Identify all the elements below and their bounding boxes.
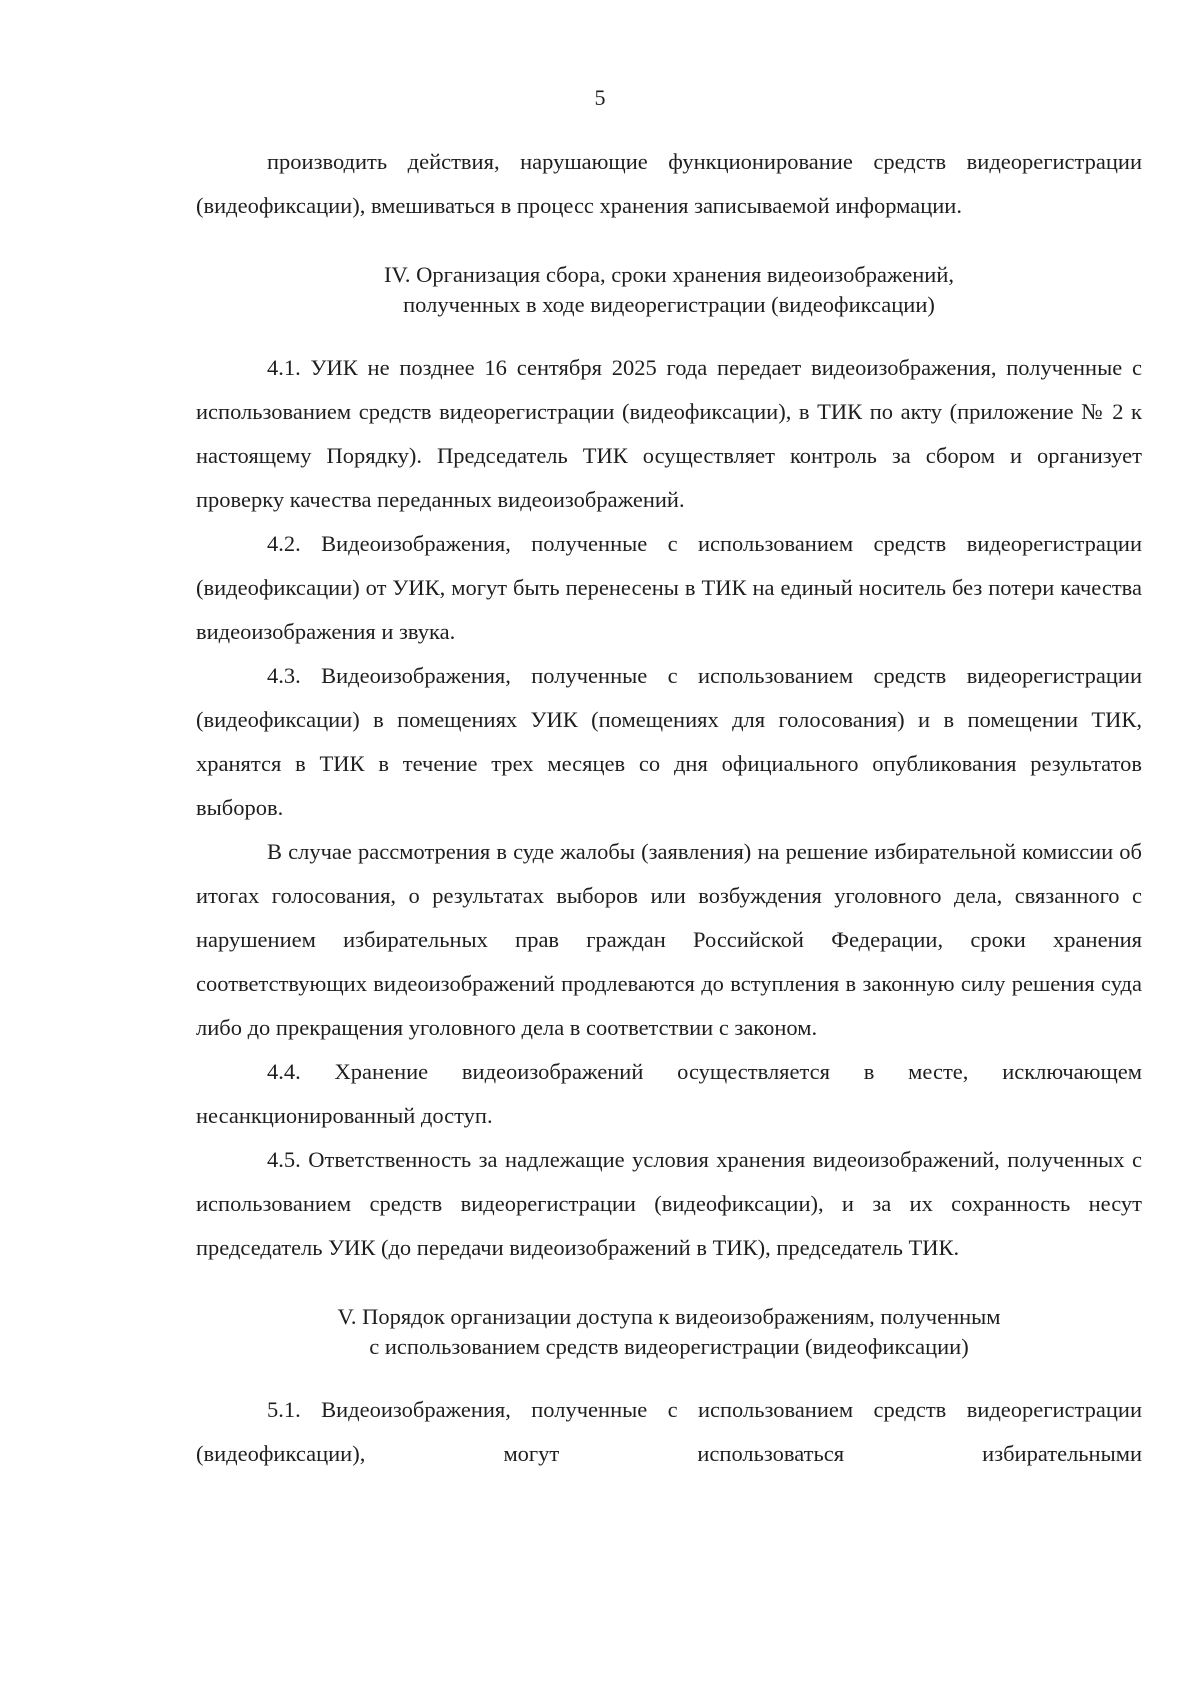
document-body [196,140,1142,1476]
paragraph-continuation: производить действия, нарушающие функционирование средств видеорегистрации (видеофиксации), вмешиваться в процесс хранения записываемой информации. [196,149,1142,218]
section-iv-heading-line1: IV. Организация сбора, сроки хранения видеоизображений, [384,262,954,287]
section-v-heading-line2: с использованием средств видеорегистрации (видеофиксации) [369,1334,969,1359]
section-v-heading-line1: V. Порядок организации доступа к видеоизображениям, полученным [337,1304,1001,1329]
paragraph-4-3-court: В случае рассмотрения в суде жалобы (заявления) на решение избирательной комиссии об итогах голосования, о результатах выборов или возбуждения уголовного дела, связанного с нарушением избирательных прав граждан Российской Федерации, сроки хранения соответствующих видеоизображений продлеваются до вступления в законную силу решения суда либо до прекращения уголовного дела в соответствии с законом. [196,839,1142,1040]
paragraph-4-3: 4.3. Видеоизображения, полученные с использованием средств видеорегистрации (видеофиксации) в помещениях УИК (помещениях для голосования) и в помещении ТИК, хранятся в ТИК в течение трех месяцев со дня официального опубликования результатов выборов. [196,663,1142,820]
paragraph-4-1: 4.1. УИК не позднее 16 сентября 2025 года передает видеоизображения, полученные с использованием средств видеорегистрации (видеофиксации), в ТИК по акту (приложение № 2 к настоящему Порядку). Председатель ТИК осуществляет контроль за сбором и организует проверку качества переданных видеоизображений. [196,355,1142,512]
paragraph-4-5: 4.5. Ответственность за надлежащие условия хранения видеоизображений, полученных с использованием средств видеорегистрации (видеофиксации), и за их сохранность несут председатель УИК (до передачи видеоизображений в ТИК), председатель ТИК. [196,1147,1142,1260]
paragraph-5-1: 5.1. Видеоизображения, полученные с использованием средств видеорегистрации (видеофиксации), могут использоваться избирательными [196,1397,1142,1466]
paragraph-4-4: 4.4. Хранение видеоизображений осуществляется в месте, исключающем несанкционированный доступ. [196,1059,1142,1128]
paragraph-4-2: 4.2. Видеоизображения, полученные с использованием средств видеорегистрации (видеофиксации) от УИК, могут быть перенесены в ТИК на единый носитель без потери качества видеоизображения и звука. [196,531,1142,644]
section-iv-heading-line2: полученных в ходе видеорегистрации (видеофиксации) [403,292,935,317]
page-number: 5 [594,85,606,110]
section-iv-heading [196,260,1142,320]
section-v-heading [196,1302,1142,1362]
